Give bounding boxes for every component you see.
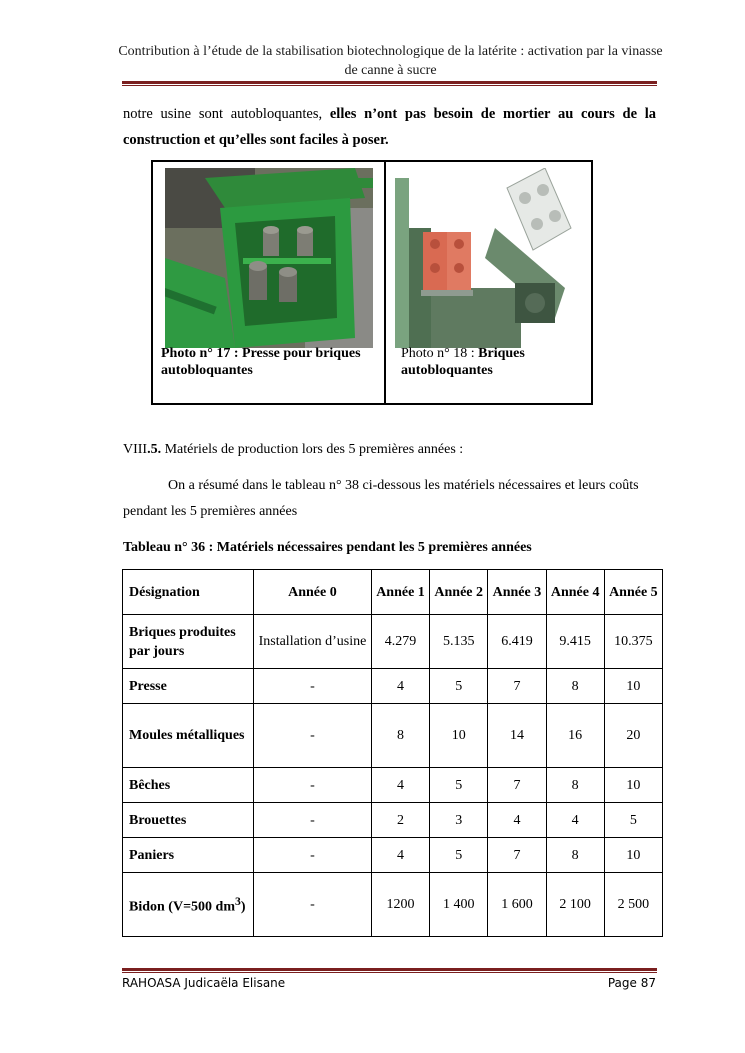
table-cell: 4 [371, 669, 429, 704]
table-cell: Installation d’usine [254, 615, 372, 669]
table-cell: 1 600 [488, 873, 546, 937]
photo-17-caption [161, 345, 381, 379]
interlocking-bricks-illustration [395, 168, 581, 348]
table-cell: - [254, 803, 372, 838]
row-label: Briques produites par jours [123, 615, 254, 669]
row-label-bidon [123, 873, 254, 937]
table-cell: - [254, 704, 372, 768]
photo-interlocking-bricks [395, 168, 581, 348]
table-cell: 5 [430, 669, 488, 704]
header-rule-thin [122, 85, 657, 86]
photo-17-text: Presse pour briques autobloquantes [161, 346, 361, 378]
body-paragraph [123, 473, 656, 525]
table-cell: 4.279 [371, 615, 429, 669]
table-cell: 4 [488, 803, 546, 838]
footer-author: RAHOASA Judicaëla Elisane [122, 976, 286, 990]
table-cell: 10 [430, 704, 488, 768]
footer-page-number: Page 87 [607, 976, 656, 990]
row-label: Bêches [123, 768, 254, 803]
table-cell: - [254, 873, 372, 937]
intro-paragraph [123, 101, 656, 153]
table-row [123, 873, 663, 937]
header-year-3: Année 3 [488, 570, 546, 615]
header-designation: Désignation [123, 570, 254, 615]
table-cell: 10 [604, 669, 662, 704]
header-year-2: Année 2 [430, 570, 488, 615]
section-title: Matériels de production lors des 5 premières années : [161, 442, 464, 457]
materials-table [122, 569, 663, 937]
section-heading [123, 441, 463, 459]
table-cell: 3 [430, 803, 488, 838]
section-number: VIII [123, 442, 148, 457]
table-cell: 20 [604, 704, 662, 768]
intro-normal-text: notre usine sont autobloquantes, [123, 106, 330, 122]
footer-rule-thin [122, 972, 657, 973]
table-row [123, 615, 663, 669]
photo-divider [384, 162, 386, 403]
section-subnumber: .5. [147, 442, 162, 457]
table-cell: 9.415 [546, 615, 604, 669]
table-header-row [123, 570, 663, 615]
body-paragraph-text: On a résumé dans le tableau n° 38 ci-dessous les matériels nécessaires et leurs coûts pendant les 5 premières années [123, 478, 639, 519]
table-cell: - [254, 838, 372, 873]
table-cell: 7 [488, 669, 546, 704]
table-cell: 4 [371, 768, 429, 803]
bidon-close: ) [240, 899, 246, 915]
table-cell: 10 [604, 768, 662, 803]
table-row [123, 838, 663, 873]
photo-table [151, 160, 593, 405]
row-label: Brouettes [123, 803, 254, 838]
table-cell: 7 [488, 838, 546, 873]
bidon-superscript: 3 [235, 895, 241, 909]
table-cell: 2 500 [604, 873, 662, 937]
table-cell: 5 [604, 803, 662, 838]
table-cell: 1 400 [430, 873, 488, 937]
footer-rule-thick [122, 968, 657, 971]
row-label: Moules métalliques [123, 704, 254, 768]
row-label: Presse [123, 669, 254, 704]
table-cell: 10.375 [604, 615, 662, 669]
table-cell: 4 [371, 838, 429, 873]
photo-17-label: Photo n° 17 : [161, 346, 239, 361]
table-cell: - [254, 768, 372, 803]
photo-18-caption [401, 345, 581, 379]
header-year-5: Année 5 [604, 570, 662, 615]
table-cell: 2 [371, 803, 429, 838]
table-caption: Tableau n° 36 : Matériels nécessaires pendant les 5 premières années [123, 540, 532, 555]
table-cell: 1200 [371, 873, 429, 937]
table-cell: 8 [546, 838, 604, 873]
header-year-0: Année 0 [254, 570, 372, 615]
table-cell: 8 [371, 704, 429, 768]
table-cell: 14 [488, 704, 546, 768]
photo-brick-press [165, 168, 373, 348]
intro-bold-text: elles n’ont pas besoin de mortier au cours de la construction et qu’elles sont faciles à poser. [123, 106, 657, 148]
table-row [123, 704, 663, 768]
table-cell: 6.419 [488, 615, 546, 669]
table-row [123, 768, 663, 803]
photo-18-label: Photo n° 18 : [401, 346, 475, 361]
table-cell: 4 [546, 803, 604, 838]
table-cell: 5.135 [430, 615, 488, 669]
table-cell: 10 [604, 838, 662, 873]
bidon-label: Bidon (V=500 dm [129, 899, 235, 915]
header-year-1: Année 1 [371, 570, 429, 615]
table-cell: 16 [546, 704, 604, 768]
table-row [123, 669, 663, 704]
table-cell: 5 [430, 838, 488, 873]
brick-press-illustration [165, 168, 373, 348]
table-cell: 8 [546, 768, 604, 803]
header-year-4: Année 4 [546, 570, 604, 615]
table-row [123, 803, 663, 838]
table-cell: 2 100 [546, 873, 604, 937]
table-cell: 7 [488, 768, 546, 803]
table-cell: 8 [546, 669, 604, 704]
row-label: Paniers [123, 838, 254, 873]
photo-18-text: Briques autobloquantes [401, 346, 525, 378]
header-rule-thick [122, 81, 657, 84]
table-cell: - [254, 669, 372, 704]
header-title: Contribution à l’étude de la stabilisation biotechnologique de la latérite : activation par la vinasse de canne à sucre [118, 44, 663, 78]
table-cell: 5 [430, 768, 488, 803]
